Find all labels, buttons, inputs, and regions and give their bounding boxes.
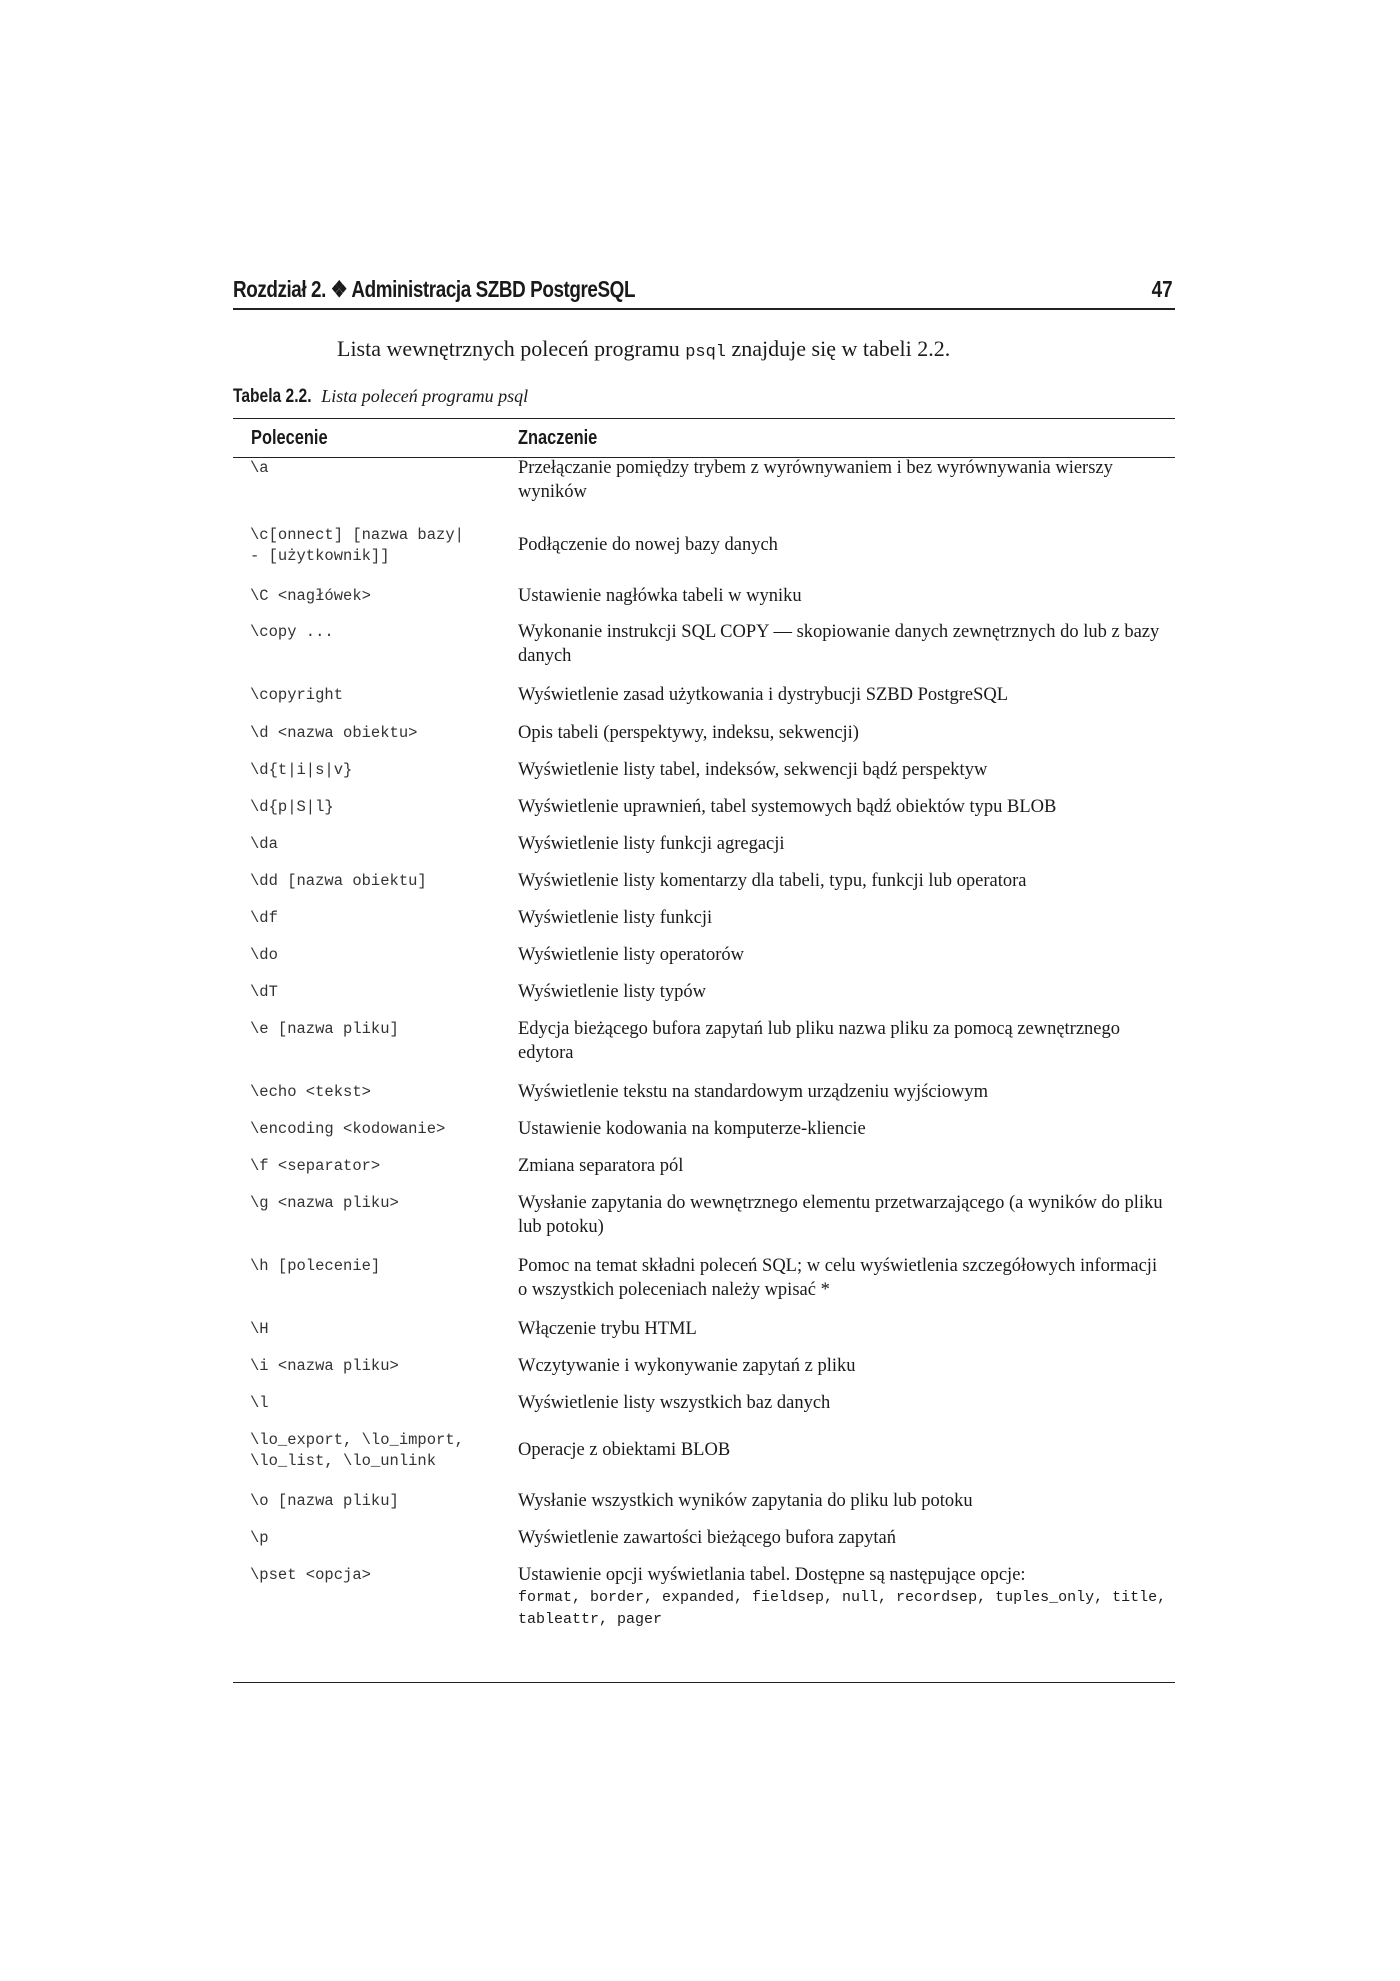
table-number: Tabela 2.2. — [233, 386, 312, 407]
command-cell: \l — [250, 1394, 269, 1412]
description-cell — [518, 1563, 1168, 1631]
table-bottom-rule — [233, 1682, 1175, 1683]
description-text: Wyświetlenie listy funkcji agregacji — [518, 834, 785, 854]
command-cell: \g <nazwa pliku> — [250, 1194, 399, 1212]
page-number: 47 — [1152, 276, 1173, 302]
description-text: Wyświetlenie uprawnień, tabel systemowych bądź obiektów typu BLOB — [518, 797, 1057, 817]
description-text: Opis tabeli (perspektywy, indeksu, sekwencji) — [518, 723, 859, 743]
command-cell: \H — [250, 1320, 269, 1338]
column-header-command: Polecenie — [251, 427, 328, 449]
description-cell — [518, 943, 1168, 967]
table-caption-text: Lista poleceń programu psql — [316, 386, 529, 406]
description-text: Zmiana separatora pól — [518, 1156, 684, 1176]
description-cell — [518, 533, 1168, 557]
command-cell: \da — [250, 835, 278, 853]
command-cell: \o [nazwa pliku] — [250, 1492, 399, 1510]
intro-paragraph: Lista wewnętrznych poleceń programu psql znajduje się w tabeli 2.2. — [337, 336, 951, 362]
chapter-title: Rozdział 2. ❖ Administracja SZBD PostgreSQL — [233, 276, 636, 302]
description-text: Wyświetlenie listy funkcji — [518, 908, 713, 928]
description-text: Włączenie trybu HTML — [518, 1319, 697, 1339]
description-text: Wczytywanie i wykonywanie zapytań z pliku — [518, 1356, 856, 1376]
description-cell — [518, 456, 1168, 504]
command-cell: \d <nazwa obiektu> — [250, 724, 418, 742]
description-text: Ustawienie nagłówka tabeli w wyniku — [518, 586, 802, 606]
command-cell: \p — [250, 1529, 269, 1547]
command-cell: \dd [nazwa obiektu] — [250, 872, 427, 890]
description-cell — [518, 1117, 1168, 1141]
description-cell — [518, 1080, 1168, 1104]
commands-table — [233, 418, 1175, 1628]
command-cell: \do — [250, 946, 278, 964]
description-cell — [518, 1354, 1168, 1378]
running-header — [233, 276, 1175, 310]
description-text: Operacje z obiektami BLOB — [518, 1440, 731, 1460]
description-text: Wysłanie zapytania do wewnętrznego elementu przetwarzającego (a wyników do pliku lub potoku) — [518, 1193, 1163, 1237]
table-caption — [233, 386, 528, 408]
command-cell: \a — [250, 459, 269, 477]
description-cell — [518, 721, 1168, 745]
description-cell — [518, 832, 1168, 856]
command-cell: \i <nazwa pliku> — [250, 1357, 399, 1375]
description-text: Przełączanie pomiędzy trybem z wyrównywaniem i bez wyrównywania wierszy wyników — [518, 458, 1113, 502]
command-cell: \d{p|S|l} — [250, 798, 334, 816]
command-cell: \h [polecenie] — [250, 1257, 381, 1275]
description-cell — [518, 584, 1168, 608]
command-cell: \lo_export, \lo_import, \lo_list, \lo_unlink — [250, 1431, 464, 1470]
description-cell — [518, 1317, 1168, 1341]
description-cell — [518, 906, 1168, 930]
description-cell — [518, 683, 1168, 707]
description-text: Pomoc na temat składni poleceń SQL; w celu wyświetlenia szczegółowych informacji o wszystkich poleceniach należy wpisać * — [518, 1256, 1158, 1300]
command-cell: \d{t|i|s|v} — [250, 761, 353, 779]
description-text: Wysłanie wszystkich wyników zapytania do pliku lub potoku — [518, 1491, 973, 1511]
description-cell — [518, 869, 1168, 893]
description-text: Wyświetlenie listy tabel, indeksów, sekwencji bądź perspektyw — [518, 760, 988, 780]
column-header-meaning: Znaczenie — [518, 427, 598, 449]
command-cell: \encoding <kodowanie> — [250, 1120, 446, 1138]
description-cell — [518, 1191, 1168, 1239]
description-text: Ustawienie kodowania na komputerze-kliencie — [518, 1119, 866, 1139]
description-text: Ustawienie opcji wyświetlania tabel. Dostępne są następujące opcje: — [518, 1565, 1026, 1585]
description-cell — [518, 620, 1168, 668]
command-cell: \c[onnect] [nazwa bazy| - [użytkownik]] — [250, 526, 464, 565]
description-text: Wyświetlenie listy wszystkich baz danych — [518, 1393, 831, 1413]
inline-code: psql — [685, 343, 727, 362]
command-cell: \pset <opcja> — [250, 1566, 371, 1584]
description-cell — [518, 758, 1168, 782]
command-cell: \C <nagłówek> — [250, 587, 371, 605]
description-text: Wyświetlenie listy komentarzy dla tabeli, typu, funkcji lub operatora — [518, 871, 1027, 891]
description-text: Wyświetlenie zasad użytkowania i dystrybucji SZBD PostgreSQL — [518, 685, 1009, 705]
description-text: Wyświetlenie zawartości bieżącego bufora zapytań — [518, 1528, 896, 1548]
description-text: Podłączenie do nowej bazy danych — [518, 535, 778, 555]
command-cell: \echo <tekst> — [250, 1083, 371, 1101]
description-text: Wyświetlenie listy typów — [518, 982, 706, 1002]
description-cell — [518, 1489, 1168, 1513]
description-text: Wyświetlenie listy operatorów — [518, 945, 744, 965]
description-cell — [518, 795, 1168, 819]
description-text: Wyświetlenie tekstu na standardowym urządzeniu wyjściowym — [518, 1082, 988, 1102]
description-cell — [518, 1154, 1168, 1178]
command-cell: \f <separator> — [250, 1157, 381, 1175]
description-cell — [518, 1526, 1168, 1550]
command-cell: \df — [250, 909, 278, 927]
options-list: format, border, expanded, fieldsep, null, recordsep, tuples_only, title, tableattr, pager — [518, 1589, 1167, 1628]
description-cell — [518, 1438, 1168, 1462]
command-cell: \e [nazwa pliku] — [250, 1020, 399, 1038]
description-text: Wykonanie instrukcji SQL COPY — skopiowanie danych zewnętrznych do lub z bazy danych — [518, 622, 1160, 666]
command-cell: \copy ... — [250, 623, 334, 641]
description-text: Edycja bieżącego bufora zapytań lub pliku nazwa pliku za pomocą zewnętrznego edytora — [518, 1019, 1121, 1063]
table-header — [233, 419, 1175, 458]
description-cell — [518, 1254, 1168, 1302]
command-cell: \dT — [250, 983, 278, 1001]
description-cell — [518, 1017, 1168, 1065]
command-cell: \copyright — [250, 686, 344, 704]
description-cell — [518, 980, 1168, 1004]
description-cell — [518, 1391, 1168, 1415]
